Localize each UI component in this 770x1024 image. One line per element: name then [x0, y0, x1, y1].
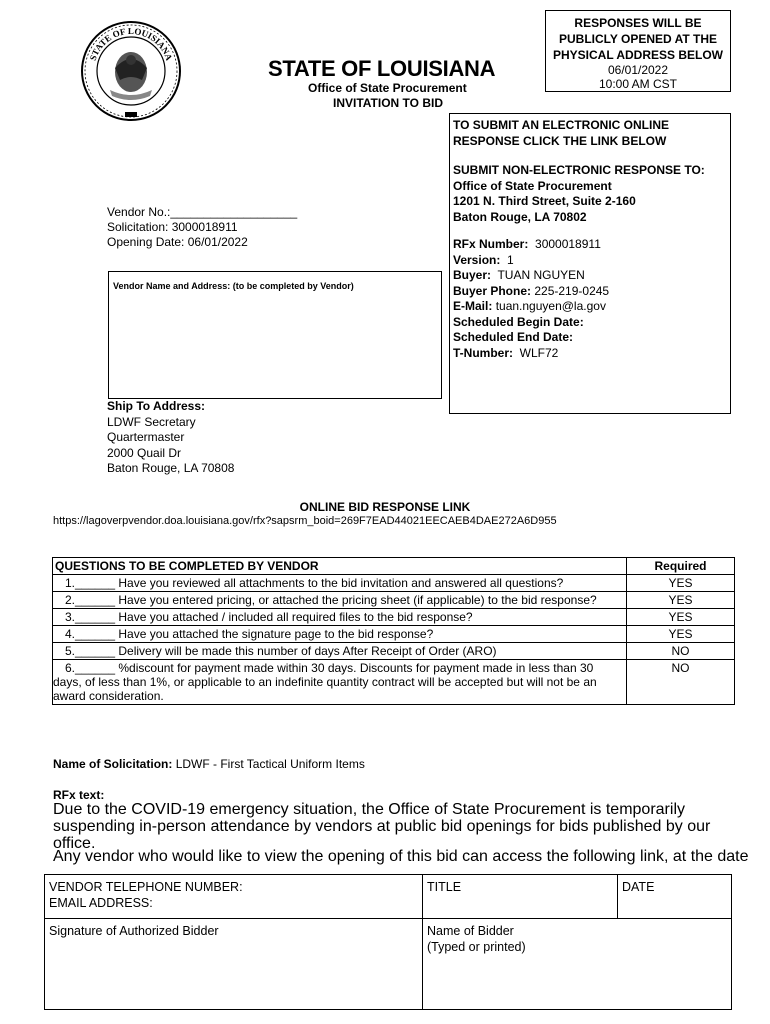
page-title: STATE OF LOUISIANA [268, 56, 496, 81]
opening-date: 06/01/2022 [607, 63, 669, 77]
question-text: 2.______ Have you entered pricing, or attached the pricing sheet (if applicable) to the bid response? [65, 593, 597, 607]
date-label: DATE [622, 880, 655, 894]
buyer-value: TUAN NGUYEN [497, 268, 585, 282]
title-label: TITLE [427, 880, 462, 894]
table-row [53, 643, 735, 660]
t-number-label: T-Number: [453, 345, 513, 360]
question-text: 5.______ Delivery will be made this number of days After Receipt of Order (ARO) [53, 643, 627, 660]
table-row [53, 575, 735, 592]
submission-info-box [449, 113, 731, 414]
solicitation-name-value: LDWF - First Tactical Uniform Items [175, 757, 365, 771]
buyer-label: Buyer: [453, 268, 492, 282]
vendor-info [107, 205, 297, 250]
t-number-value: WLF72 [519, 345, 559, 360]
questions-table [52, 557, 735, 705]
version-value: 1 [507, 252, 514, 267]
required-header: Required [627, 558, 735, 575]
date-cell[interactable] [618, 875, 731, 919]
vendor-name-address-box[interactable] [108, 271, 442, 399]
buyer-phone-label: Buyer Phone: [453, 283, 532, 298]
document-type: INVITATION TO BID [333, 96, 443, 110]
ship-to-line: Quartermaster [107, 430, 185, 444]
bidder-name-label: Name of Bidder [427, 924, 514, 938]
opening-notice-line3: PHYSICAL ADDRESS BELOW [552, 48, 723, 62]
rfx-number-label: RFx Number: [453, 237, 529, 251]
question-required: YES [627, 609, 735, 626]
buyer-phone-value: 225-219-0245 [534, 283, 610, 298]
question-required: NO [627, 643, 735, 660]
table-row [53, 660, 735, 705]
question-text: 1.______ Have you reviewed all attachments to the bid invitation and answered all questions? [53, 575, 627, 592]
vendor-contact-cell[interactable] [45, 875, 423, 919]
table-header-row [53, 558, 735, 575]
table-row [53, 609, 735, 626]
solicitation-name [53, 757, 365, 771]
svg-text:STATE OF LOUISIANA: STATE OF LOUISIANA [87, 25, 175, 62]
opening-notice-line1: RESPONSES WILL BE [574, 16, 702, 30]
question-required: YES [627, 575, 735, 592]
signature-label: Signature of Authorized Bidder [49, 924, 219, 938]
question-text: 3.______ Have you attached / included all required files to the bid response? [53, 609, 627, 626]
opening-notice-line2: PUBLICLY OPENED AT THE [558, 32, 718, 46]
rfx-text-para1: Due to the COVID-19 emergency situation, the Office of State Procurement is temporarily suspending in-person attendance by vendors at public bid openings for bids published by our office. [53, 801, 711, 852]
opening-date-field: Opening Date: 06/01/2022 [107, 235, 248, 249]
online-link-heading: ONLINE BID RESPONSE LINK [299, 500, 471, 514]
begin-date-label: Scheduled Begin Date: [453, 314, 584, 329]
online-bid-link[interactable]: https://lagoverpvendor.doa.louisiana.gov/rfx?sapsrm_boid=269F7EAD44021EECAEB4DAE272A6D955 [53, 515, 557, 527]
vendor-number: Vendor No.:___________________ [107, 205, 298, 219]
electronic-line1: TO SUBMIT AN ELECTRONIC ONLINE [453, 118, 669, 132]
signature-cell[interactable] [45, 919, 423, 1009]
solicitation-number: Solicitation: 3000018911 [107, 220, 238, 234]
rfx-number-value: 3000018911 [535, 237, 601, 251]
vendor-name-address-label: Vendor Name and Address: (to be completed by Vendor) [113, 281, 354, 291]
bidder-name-sublabel: (Typed or printed) [427, 940, 526, 954]
opening-time: 10:00 AM CST [598, 77, 678, 91]
version-label: Version: [453, 252, 501, 267]
ship-to-label: Ship To Address: [107, 399, 206, 413]
nonelectronic-heading: SUBMIT NON-ELECTRONIC RESPONSE TO: [453, 163, 705, 177]
opening-notice-box [545, 10, 731, 92]
solicitation-name-label: Name of Solicitation: [53, 757, 173, 771]
ship-to-line: 2000 Quail Dr [107, 445, 182, 460]
question-required: YES [627, 592, 735, 609]
office-name: Office of State Procurement [308, 81, 467, 95]
question-text: 4.______ Have you attached the signature page to the bid response? [53, 626, 627, 643]
ship-to-line: Baton Rouge, LA 70808 [107, 461, 235, 475]
email-label: E-Mail: [453, 299, 493, 313]
question-required: NO [627, 660, 735, 705]
ship-to-line: LDWF Secretary [107, 414, 196, 429]
electronic-line2: RESPONSE CLICK THE LINK BELOW [453, 133, 667, 148]
questions-header: QUESTIONS TO BE COMPLETED BY VENDOR [53, 558, 627, 575]
rfx-text-para2: Any vendor who would like to view the opening of this bid can access the following link, at the date [53, 848, 749, 865]
email-value: tuan.nguyen@la.gov [495, 299, 606, 313]
table-row [53, 592, 735, 609]
title-cell[interactable] [423, 875, 618, 919]
question-text: 6.______ %discount for payment made within 30 days. Discounts for payment made in less than 30 days, of less than 1%, or applicable to an indefinite quantity contract will be accepted but will not be an award consideration. [53, 661, 597, 703]
question-required: YES [627, 626, 735, 643]
submit-address-2: 1201 N. Third Street, Suite 2-160 [453, 194, 636, 208]
vendor-email-label: EMAIL ADDRESS: [49, 896, 153, 910]
table-row [53, 626, 735, 643]
signature-block [44, 874, 732, 1010]
submit-address-1: Office of State Procurement [453, 178, 612, 193]
end-date-label: Scheduled End Date: [453, 330, 574, 344]
ship-to-address [107, 399, 234, 477]
submit-address-3: Baton Rouge, LA 70802 [453, 209, 587, 224]
bidder-name-cell[interactable] [423, 919, 731, 1009]
vendor-phone-label: VENDOR TELEPHONE NUMBER: [49, 880, 243, 894]
rfx-text-label: RFx text: [53, 788, 105, 802]
state-seal [80, 20, 182, 122]
